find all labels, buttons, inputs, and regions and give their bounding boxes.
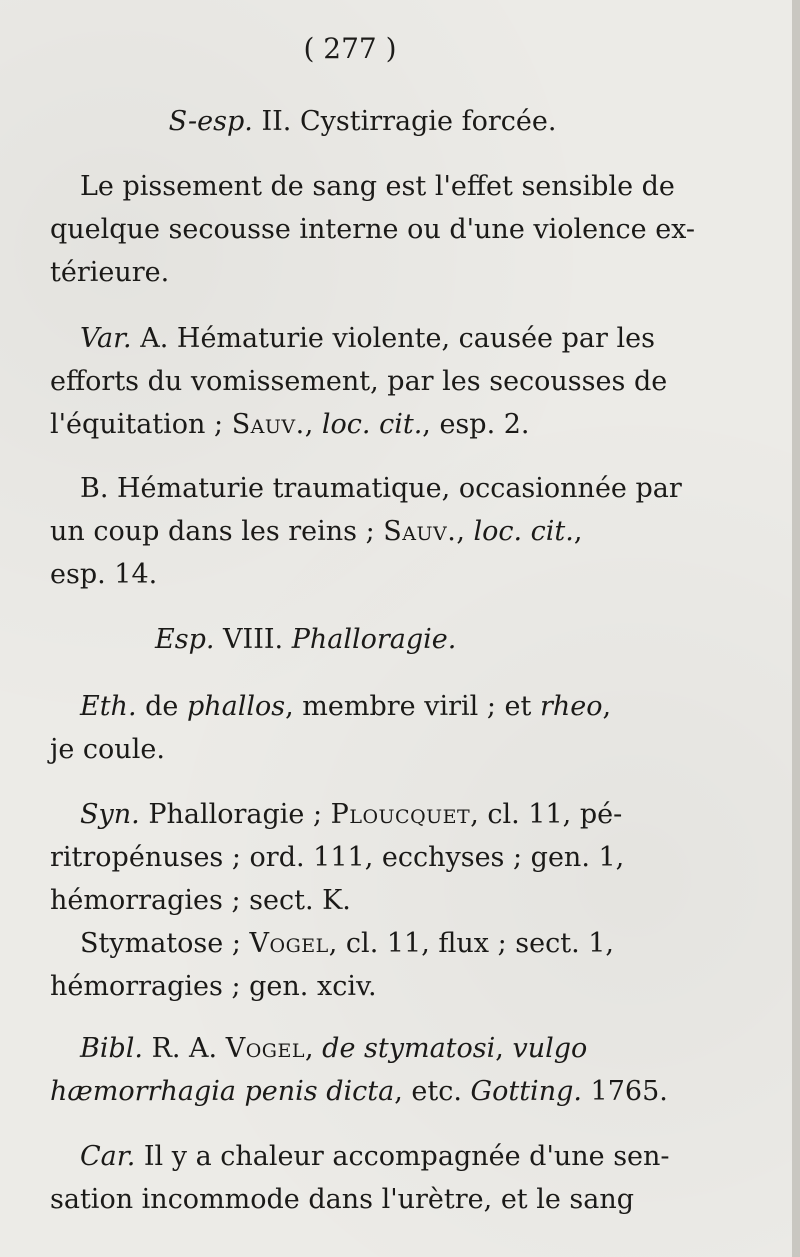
espece-heading-line xyxy=(50,618,675,661)
var-b-loc-cit: loc. cit. xyxy=(473,516,574,547)
var-b-line-2 xyxy=(50,510,675,553)
var-a-l3c: , xyxy=(304,409,322,440)
characteristics-paragraph xyxy=(50,1135,675,1221)
variety-b xyxy=(50,467,682,596)
species-heading xyxy=(50,100,675,143)
syn-line-1 xyxy=(50,793,675,836)
var-a-l3e: , esp. 2. xyxy=(422,409,530,440)
bibl-e: , xyxy=(495,1033,513,1064)
bibl-year: 1765. xyxy=(581,1076,668,1107)
var-a-line-3 xyxy=(50,403,675,446)
etymology-paragraph xyxy=(50,685,675,771)
species-title: II. Cystirragie forcée. xyxy=(261,106,557,137)
var-b-l2a: un coup dans les reins ; xyxy=(50,516,384,547)
espece-heading xyxy=(50,618,675,661)
eth-a: de xyxy=(136,691,187,722)
var-label: Var. xyxy=(80,323,132,354)
espece-label: Esp. xyxy=(155,624,215,655)
syn-label: Syn. xyxy=(80,799,140,830)
var-b-l2e: , xyxy=(573,516,583,547)
bibl-title: de stymatosi xyxy=(322,1033,496,1064)
espece-name: Phalloragie. xyxy=(291,624,457,655)
bibl-title-cont: hæmorrhagia penis dicta xyxy=(50,1076,395,1107)
species-label: S-esp. xyxy=(168,106,253,137)
bibl-line-2 xyxy=(50,1070,675,1113)
var-a-loc-cit: loc. cit. xyxy=(321,409,423,440)
var-b-line-1: B. Hématurie traumatique, occasionnée par xyxy=(80,473,682,504)
bibliography-paragraph xyxy=(50,1027,675,1113)
synonymy-paragraph xyxy=(50,793,675,1008)
eth-rheo: rheo xyxy=(539,691,603,722)
var-a-text: A. Hématurie violente, causée par les xyxy=(140,323,655,354)
syn-author-vogel: Vogel xyxy=(249,928,329,959)
var-a-author: Sauv. xyxy=(231,409,305,440)
car-label: Car. xyxy=(80,1141,136,1172)
bibl-label: Bibl. xyxy=(80,1033,143,1064)
syn-l4c: , cl. 11, flux ; sect. 1, xyxy=(328,928,614,959)
var-b-line-3: esp. 14. xyxy=(50,559,158,590)
intro-paragraph xyxy=(50,165,696,294)
var-a-line-1 xyxy=(50,317,675,360)
variety-a xyxy=(50,317,675,446)
bibl-author: Vogel xyxy=(225,1033,305,1064)
eth-phallos: phallos xyxy=(186,691,286,722)
var-a-line-2: efforts du vomissement, par les secousses de xyxy=(50,366,668,397)
car-line-2: sation incommode dans l'urètre, et le sang xyxy=(50,1184,635,1215)
bibl-l2b: , etc. xyxy=(394,1076,471,1107)
eth-label: Eth. xyxy=(80,691,137,722)
page-number: ( 277 ) xyxy=(303,32,397,65)
intro-line-3: térieure. xyxy=(50,257,170,288)
bibl-c: , xyxy=(304,1033,323,1064)
syn-a: Phalloragie ; xyxy=(139,799,331,830)
bibl-a: R. A. xyxy=(142,1033,226,1064)
eth-c: , membre viril ; et xyxy=(285,691,540,722)
syn-line-2: ritropénuses ; ord. 111, ecchyses ; gen. 1, xyxy=(50,842,625,873)
syn-author-ploucquet: Ploucquet xyxy=(330,799,471,830)
eth-e: , xyxy=(602,691,612,722)
eth-line-2: je coule. xyxy=(50,734,165,765)
syn-l4a: Stymatose ; xyxy=(80,928,250,959)
syn-line-4 xyxy=(50,922,675,965)
var-b-author: Sauv. xyxy=(383,516,457,547)
eth-line-1 xyxy=(50,685,675,728)
syn-line-3: hémorragies ; sect. K. xyxy=(50,885,351,916)
intro-line-2: quelque secousse interne ou d'une violence ex- xyxy=(50,214,696,245)
car-l1: Il y a chaleur accompagnée d'une sen- xyxy=(135,1141,670,1172)
var-a-l3a: l'équitation ; xyxy=(50,409,232,440)
var-b-l2c: , xyxy=(456,516,474,547)
car-line-1 xyxy=(50,1135,675,1178)
bibl-vulgo: vulgo xyxy=(512,1033,588,1064)
espece-number: VIII. xyxy=(223,624,284,655)
bibl-line-1 xyxy=(50,1027,675,1070)
intro-line-1: Le pissement de sang est l'effet sensible de xyxy=(80,171,675,202)
bibl-place: Gotting. xyxy=(470,1076,582,1107)
syn-c: , cl. 11, pé- xyxy=(470,799,623,830)
syn-line-5: hémorragies ; gen. xciv. xyxy=(50,971,377,1002)
